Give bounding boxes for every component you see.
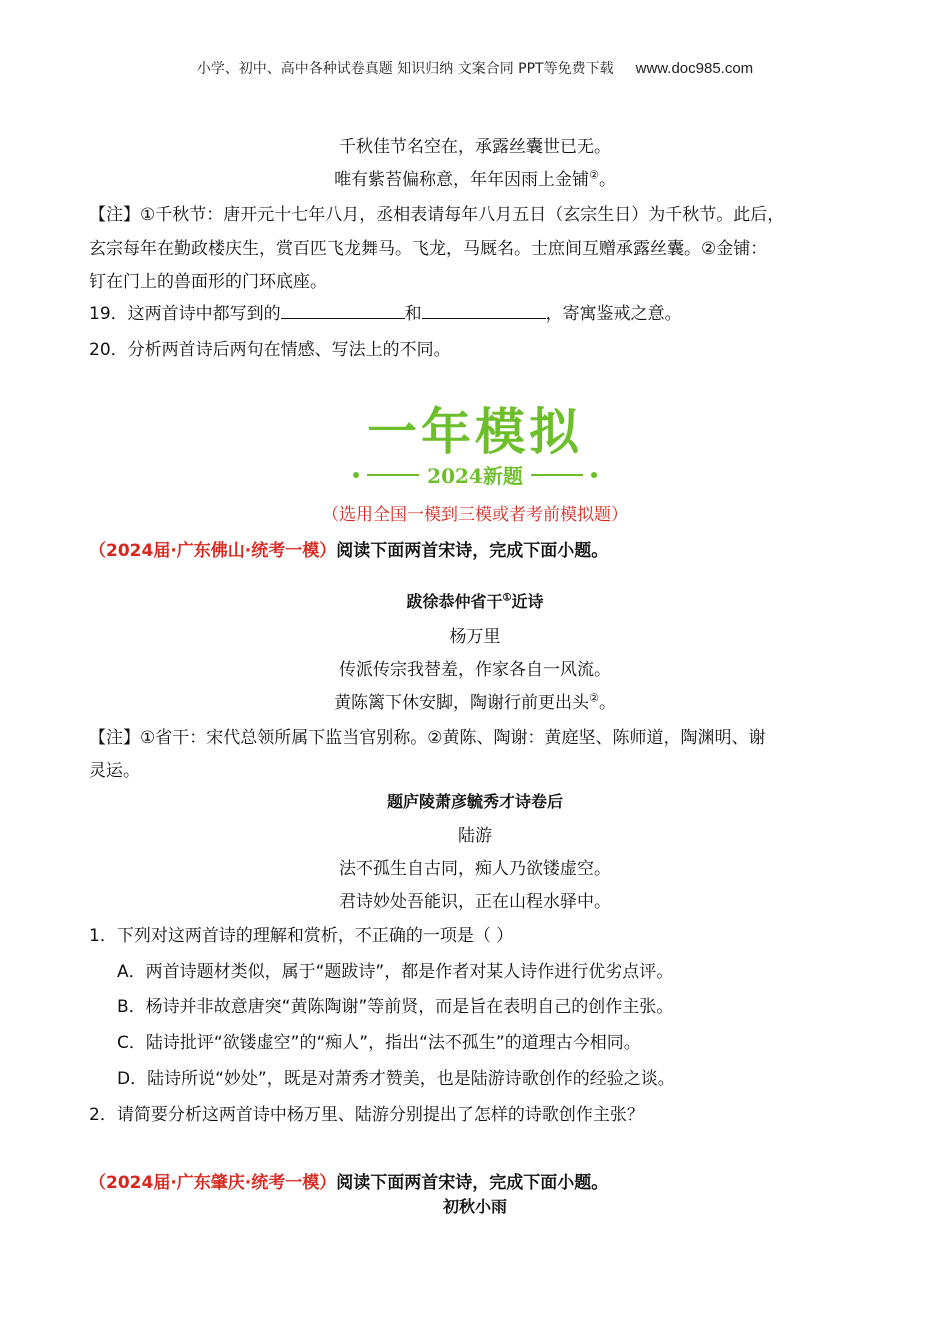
poem2-title: 题庐陵萧彦毓秀才诗卷后 [386, 792, 563, 811]
right-dot-icon [591, 472, 597, 478]
section1-note-line-1: 【注】①省干：宋代总领所属下监当官别称。②黄陈、陶谢：黄庭坚、陈师道，陶渊明、谢 [89, 728, 766, 748]
header-site-link[interactable]: www.doc985.com [635, 60, 754, 77]
question-19: 19．这两首诗中都写到的 和 ，寄寓鉴戒之意。 [89, 304, 682, 324]
banner-title: 一年模拟 [367, 403, 583, 461]
note-top-line-2: 玄宗每年在勤政楼庆生，赏百匹飞龙舞马。飞龙，马厩名。士庶间互赠承露丝囊。②金铺： [89, 239, 768, 259]
poem1-line-1: 传派传宗我替羞，作家各自一风流。 [339, 660, 611, 680]
left-rule [367, 474, 419, 476]
section1-source: （2024届·广东佛山·统考一模） [89, 541, 337, 561]
poem2-line-1: 法不孤生自古同，痴人乃欲镂虚空。 [339, 859, 611, 879]
banner-note: （选用全国一模到三模或者考前模拟题） [322, 505, 628, 525]
answer-blank-1[interactable] [281, 304, 405, 319]
poem1-author: 杨万里 [449, 627, 501, 647]
section2-poem-title: 初秋小雨 [442, 1197, 507, 1216]
left-dot-icon [353, 472, 359, 478]
answer-blank-2[interactable] [422, 304, 546, 319]
option-d[interactable]: D．陆诗所说“妙处”，既是对萧秀才赞美，也是陆游诗歌创作的经验之谈。 [117, 1069, 675, 1089]
page-header [0, 58, 950, 78]
poem2-line-2: 君诗妙处吾能识，正在山程水驿中。 [339, 892, 611, 912]
section2-source: （2024届·广东肇庆·统考一模） [89, 1173, 337, 1193]
right-rule [531, 474, 583, 476]
banner-subtitle-row [0, 460, 950, 489]
section2-heading [89, 1168, 608, 1193]
poem2-author: 陆游 [458, 826, 492, 846]
banner-subtitle: 2024新题 [427, 464, 523, 488]
question-1: 1．下列对这两首诗的理解和赏析，不正确的一项是（ ） [89, 926, 514, 946]
question-20: 20．分析两首诗后两句在情感、写法上的不同。 [89, 340, 451, 360]
poem1-line-2: 黄陈篱下休安脚，陶谢行前更出头②。 [334, 691, 616, 713]
poem-top-line-2: 唯有紫苔偏称意，年年因雨上金铺②。 [334, 168, 616, 190]
option-a[interactable]: A．两首诗题材类似，属于“题跋诗”，都是作者对某人诗作进行优劣点评。 [117, 962, 674, 982]
header-text: 小学、初中、高中各种试卷真题 知识归纳 文案合同 PPT等免费下载 [196, 61, 614, 77]
poem1-title: 跋徐恭仲省干①近诗 [406, 592, 544, 611]
question-2: 2．请简要分析这两首诗中杨万里、陆游分别提出了怎样的诗歌创作主张？ [89, 1105, 644, 1125]
section1-heading [89, 536, 608, 561]
note-top-line-1: 【注】①千秋节：唐开元十七年八月，丞相表请每年八月五日（玄宗生日）为千秋节。此后， [89, 205, 785, 225]
option-c[interactable]: C．陆诗批评“欲镂虚空”的“痴人”，指出“法不孤生”的道理古今相同。 [117, 1033, 641, 1053]
option-b[interactable]: B．杨诗并非故意唐突“黄陈陶谢”等前贤，而是旨在表明自己的创作主张。 [117, 997, 674, 1017]
note-top-line-3: 钉在门上的兽面形的门环底座。 [89, 272, 327, 292]
section1-instruction: 阅读下面两首宋诗，完成下面小题。 [336, 541, 609, 561]
section1-note-line-2: 灵运。 [89, 761, 140, 781]
section2-instruction: 阅读下面两首宋诗，完成下面小题。 [336, 1173, 609, 1193]
poem-top-line-1: 千秋佳节名空在，承露丝囊世已无。 [339, 137, 611, 157]
